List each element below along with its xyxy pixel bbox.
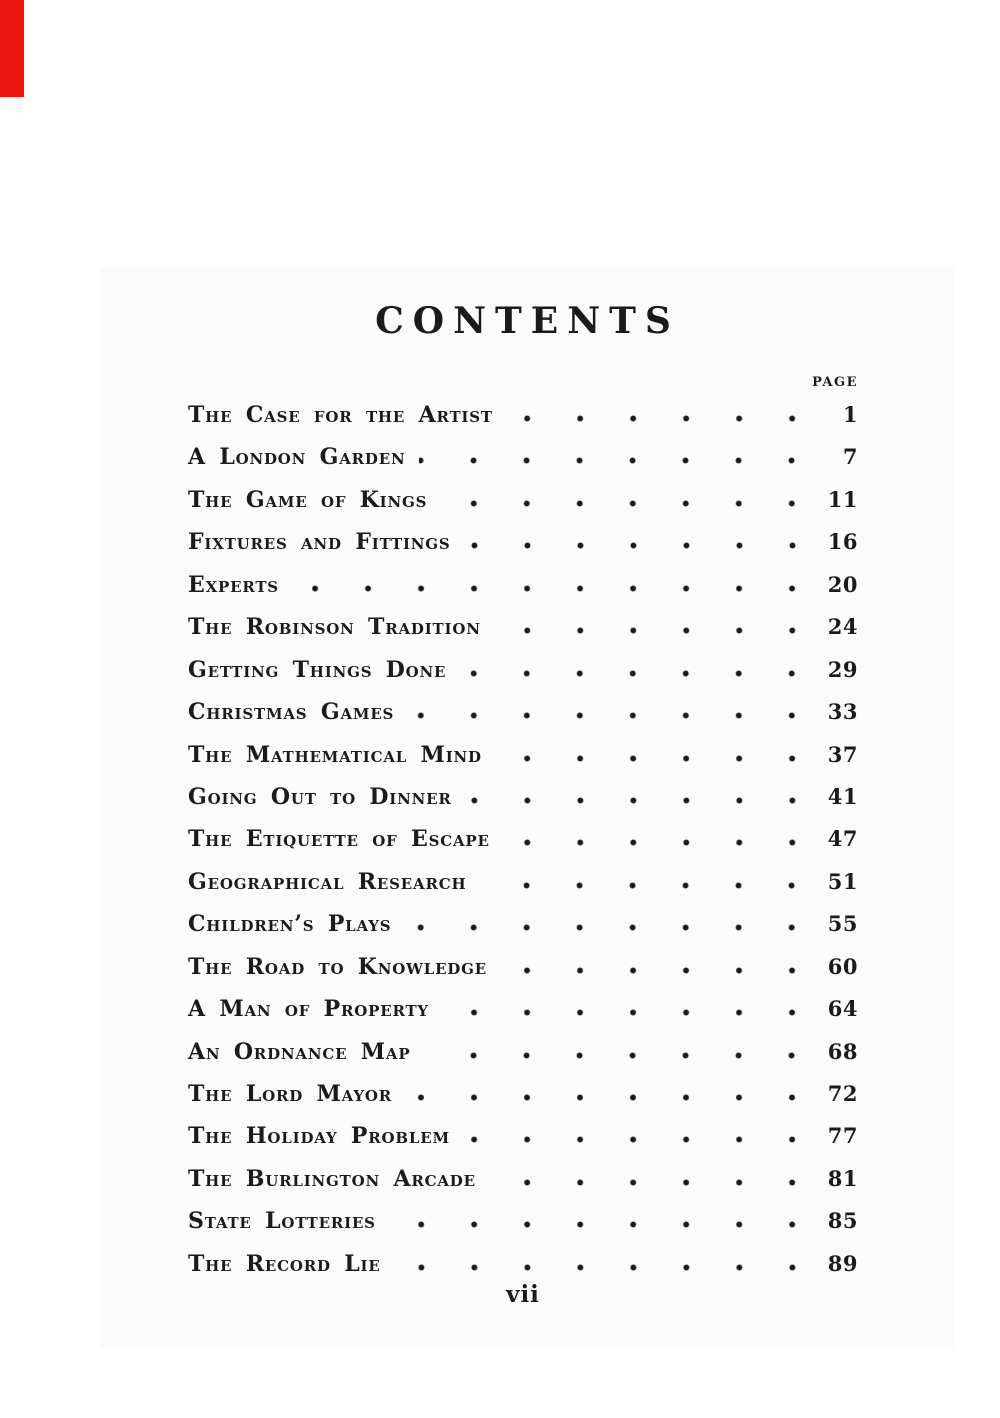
entry-title: The Game of Kings bbox=[188, 486, 428, 513]
dot-leader bbox=[460, 670, 800, 677]
toc-row bbox=[188, 691, 858, 733]
folio-number: vii bbox=[506, 1281, 540, 1308]
entry-page: 20 bbox=[827, 571, 858, 597]
toc-row bbox=[188, 394, 858, 436]
dot-leader bbox=[465, 542, 800, 549]
entry-title: The Record Lie bbox=[188, 1250, 381, 1277]
toc-row bbox=[188, 1073, 858, 1115]
entry-title: The Case for the Artist bbox=[188, 402, 493, 428]
dot-leader bbox=[443, 1009, 800, 1016]
toc-row bbox=[188, 436, 858, 478]
toc-row bbox=[188, 861, 858, 903]
entry-page: 1 bbox=[842, 402, 858, 427]
entry-title: A London Garden bbox=[188, 444, 406, 471]
dot-leader bbox=[495, 627, 800, 634]
dot-leader bbox=[406, 1094, 800, 1101]
entry-page: 60 bbox=[827, 953, 858, 979]
toc-row bbox=[188, 1200, 858, 1242]
entry-page: 77 bbox=[827, 1123, 858, 1149]
toc-row bbox=[188, 1243, 858, 1285]
entry-page: 85 bbox=[827, 1208, 858, 1234]
toc-row bbox=[188, 1031, 858, 1073]
entry-page: 24 bbox=[827, 614, 858, 640]
entry-page: 68 bbox=[827, 1038, 858, 1064]
dot-leader bbox=[395, 1264, 800, 1271]
toc-row bbox=[188, 1115, 858, 1157]
dot-leader bbox=[504, 839, 800, 846]
dot-leader bbox=[408, 712, 800, 719]
dot-leader bbox=[464, 1136, 800, 1143]
entry-title: The Burlington Arcade bbox=[188, 1165, 476, 1192]
dot-leader bbox=[501, 967, 800, 974]
toc-row bbox=[188, 776, 858, 818]
entry-title: Going Out to Dinner bbox=[188, 783, 452, 810]
entry-page: 11 bbox=[827, 486, 858, 512]
entry-page: 41 bbox=[827, 783, 858, 809]
entry-page: 64 bbox=[827, 996, 858, 1022]
dot-leader bbox=[441, 500, 800, 507]
dot-leader bbox=[405, 924, 800, 931]
entry-title: The Etiquette of Escape bbox=[188, 826, 490, 853]
entry-page: 7 bbox=[842, 444, 858, 470]
entry-page: 89 bbox=[827, 1250, 858, 1276]
dot-leader bbox=[390, 1221, 800, 1228]
dot-leader bbox=[424, 1052, 800, 1059]
entry-title: The Lord Mayor bbox=[188, 1081, 392, 1107]
toc-row bbox=[188, 818, 858, 860]
dot-leader bbox=[507, 415, 800, 422]
dot-leader bbox=[490, 1179, 800, 1186]
entry-page: 55 bbox=[827, 911, 858, 937]
entry-title: Children’s Plays bbox=[188, 911, 392, 938]
entry-title: State Lotteries bbox=[188, 1208, 376, 1235]
entry-title: Geographical Research bbox=[188, 868, 467, 895]
red-scan-marker bbox=[0, 0, 24, 97]
toc-row bbox=[188, 988, 858, 1030]
toc-row bbox=[188, 1158, 858, 1200]
toc-row bbox=[188, 734, 858, 776]
dot-leader bbox=[496, 755, 800, 762]
entry-page: 37 bbox=[827, 741, 858, 767]
dot-leader bbox=[480, 882, 800, 889]
dot-leader bbox=[293, 585, 800, 592]
toc-row bbox=[188, 903, 858, 945]
entry-page: 51 bbox=[827, 868, 858, 894]
entry-title: Fixtures and Fittings bbox=[188, 529, 451, 556]
toc-row bbox=[188, 946, 858, 988]
toc-row bbox=[188, 479, 858, 521]
entry-title: The Mathematical Mind bbox=[188, 741, 482, 768]
entry-page: 81 bbox=[827, 1165, 858, 1191]
entry-title: The Road to Knowledge bbox=[188, 953, 487, 980]
toc-row bbox=[188, 649, 858, 691]
entry-title: Getting Things Done bbox=[188, 656, 447, 683]
entry-title: A Man of Property bbox=[188, 996, 429, 1023]
entry-page: 47 bbox=[827, 826, 858, 852]
entry-page: 72 bbox=[827, 1081, 858, 1106]
entry-title: The Holiday Problem bbox=[188, 1123, 450, 1150]
page-column-header: PAGE bbox=[812, 375, 858, 390]
entry-page: 29 bbox=[827, 656, 858, 682]
entry-page: 16 bbox=[827, 529, 858, 555]
dot-leader bbox=[419, 457, 800, 464]
toc-list bbox=[188, 394, 858, 1285]
toc-row bbox=[188, 564, 858, 606]
entry-title: Experts bbox=[188, 571, 279, 598]
toc-row bbox=[188, 606, 858, 648]
entry-title: The Robinson Tradition bbox=[188, 614, 481, 641]
contents-title: CONTENTS bbox=[375, 300, 680, 342]
dot-leader bbox=[466, 797, 800, 804]
toc-row bbox=[188, 521, 858, 563]
entry-page: 33 bbox=[827, 699, 858, 725]
entry-title: Christmas Games bbox=[188, 699, 395, 726]
entry-title: An Ordnance Map bbox=[188, 1038, 411, 1065]
